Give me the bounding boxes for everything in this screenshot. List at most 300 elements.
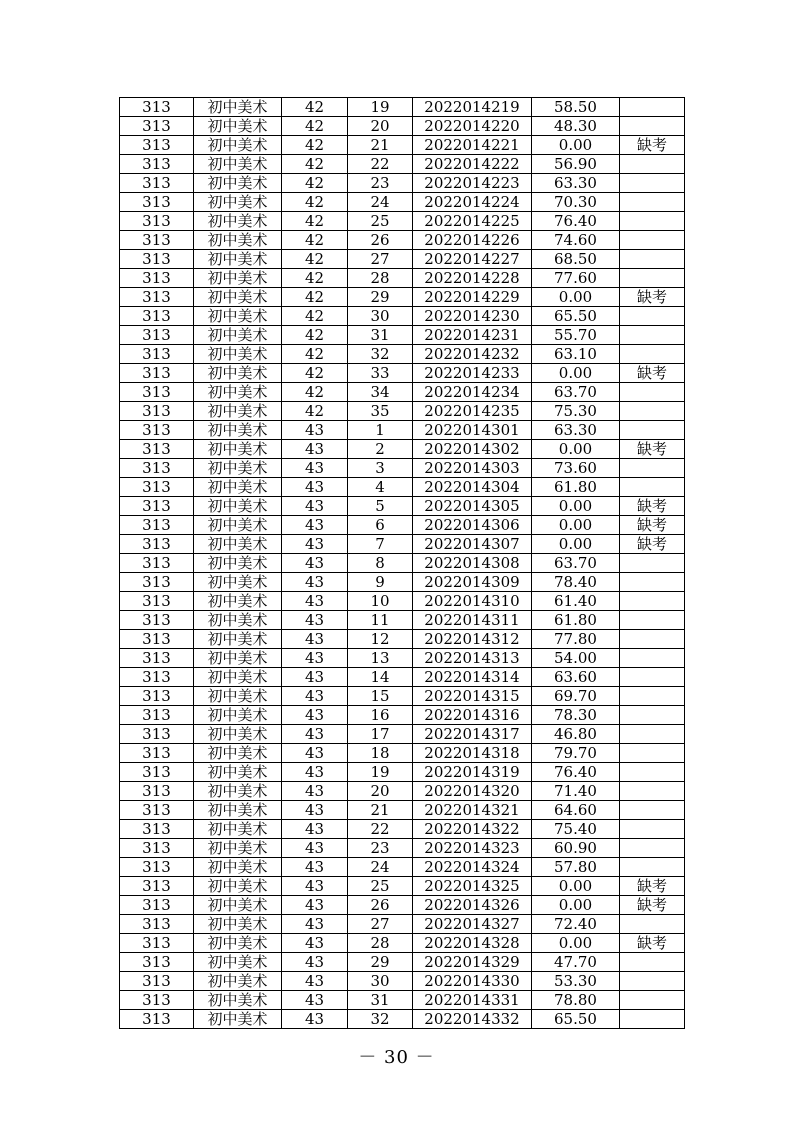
score-cell: 71.40 (532, 782, 620, 801)
remark-cell (620, 820, 685, 839)
score-cell: 58.50 (532, 98, 620, 117)
score-cell: 70.30 (532, 193, 620, 212)
remark-cell: 缺考 (620, 136, 685, 155)
subject-name-cell: 初中美术 (194, 820, 282, 839)
seat-cell: 2 (348, 440, 413, 459)
room-cell: 43 (282, 839, 348, 858)
table-row (120, 174, 685, 193)
seat-cell: 23 (348, 839, 413, 858)
subject-code-cell: 313 (120, 440, 194, 459)
seat-cell: 22 (348, 155, 413, 174)
table-row (120, 117, 685, 136)
exam-number-cell: 2022014329 (413, 953, 532, 972)
subject-code-cell: 313 (120, 687, 194, 706)
remark-cell (620, 763, 685, 782)
remark-cell (620, 630, 685, 649)
score-cell: 0.00 (532, 288, 620, 307)
seat-cell: 11 (348, 611, 413, 630)
remark-cell (620, 915, 685, 934)
remark-cell (620, 611, 685, 630)
subject-code-cell: 313 (120, 364, 194, 383)
subject-code-cell: 313 (120, 820, 194, 839)
room-cell: 43 (282, 896, 348, 915)
table-row (120, 763, 685, 782)
subject-name-cell: 初中美术 (194, 136, 282, 155)
room-cell: 42 (282, 174, 348, 193)
subject-code-cell: 313 (120, 459, 194, 478)
room-cell: 43 (282, 478, 348, 497)
room-cell: 43 (282, 421, 348, 440)
remark-cell (620, 991, 685, 1010)
subject-code-cell: 313 (120, 896, 194, 915)
subject-code-cell: 313 (120, 630, 194, 649)
room-cell: 43 (282, 592, 348, 611)
remark-cell (620, 459, 685, 478)
score-cell: 0.00 (532, 136, 620, 155)
table-row (120, 98, 685, 117)
subject-name-cell: 初中美术 (194, 440, 282, 459)
subject-name-cell: 初中美术 (194, 934, 282, 953)
seat-cell: 21 (348, 801, 413, 820)
subject-name-cell: 初中美术 (194, 231, 282, 250)
subject-name-cell: 初中美术 (194, 839, 282, 858)
score-cell: 53.30 (532, 972, 620, 991)
score-cell: 69.70 (532, 687, 620, 706)
remark-cell (620, 117, 685, 136)
table-row (120, 934, 685, 953)
score-cell: 77.60 (532, 269, 620, 288)
subject-name-cell: 初中美术 (194, 117, 282, 136)
remark-cell: 缺考 (620, 288, 685, 307)
exam-number-cell: 2022014317 (413, 725, 532, 744)
table-row (120, 915, 685, 934)
room-cell: 42 (282, 155, 348, 174)
seat-cell: 15 (348, 687, 413, 706)
remark-cell (620, 383, 685, 402)
table-row (120, 155, 685, 174)
remark-cell (620, 706, 685, 725)
table-row (120, 896, 685, 915)
table-row (120, 858, 685, 877)
subject-code-cell: 313 (120, 991, 194, 1010)
seat-cell: 33 (348, 364, 413, 383)
seat-cell: 13 (348, 649, 413, 668)
score-cell: 79.70 (532, 744, 620, 763)
exam-number-cell: 2022014311 (413, 611, 532, 630)
table-row (120, 497, 685, 516)
exam-number-cell: 2022014303 (413, 459, 532, 478)
subject-name-cell: 初中美术 (194, 250, 282, 269)
subject-code-cell: 313 (120, 554, 194, 573)
seat-cell: 4 (348, 478, 413, 497)
table-row (120, 573, 685, 592)
room-cell: 42 (282, 326, 348, 345)
subject-name-cell: 初中美术 (194, 326, 282, 345)
table-row (120, 801, 685, 820)
room-cell: 43 (282, 706, 348, 725)
score-cell: 0.00 (532, 896, 620, 915)
subject-code-cell: 313 (120, 174, 194, 193)
subject-code-cell: 313 (120, 421, 194, 440)
subject-code-cell: 313 (120, 307, 194, 326)
exam-number-cell: 2022014227 (413, 250, 532, 269)
seat-cell: 22 (348, 820, 413, 839)
seat-cell: 31 (348, 326, 413, 345)
subject-name-cell: 初中美术 (194, 972, 282, 991)
room-cell: 43 (282, 573, 348, 592)
remark-cell (620, 98, 685, 117)
room-cell: 43 (282, 611, 348, 630)
score-cell: 0.00 (532, 364, 620, 383)
subject-name-cell: 初中美术 (194, 801, 282, 820)
remark-cell (620, 668, 685, 687)
seat-cell: 3 (348, 459, 413, 478)
exam-number-cell: 2022014223 (413, 174, 532, 193)
subject-code-cell: 313 (120, 668, 194, 687)
subject-name-cell: 初中美术 (194, 991, 282, 1010)
room-cell: 43 (282, 535, 348, 554)
seat-cell: 8 (348, 554, 413, 573)
remark-cell (620, 972, 685, 991)
remark-cell (620, 725, 685, 744)
subject-code-cell: 313 (120, 402, 194, 421)
score-cell: 74.60 (532, 231, 620, 250)
exam-number-cell: 2022014309 (413, 573, 532, 592)
exam-number-cell: 2022014233 (413, 364, 532, 383)
subject-name-cell: 初中美术 (194, 288, 282, 307)
room-cell: 42 (282, 307, 348, 326)
seat-cell: 25 (348, 212, 413, 231)
subject-name-cell: 初中美术 (194, 497, 282, 516)
score-cell: 61.80 (532, 611, 620, 630)
subject-code-cell: 313 (120, 193, 194, 212)
remark-cell: 缺考 (620, 497, 685, 516)
exam-number-cell: 2022014234 (413, 383, 532, 402)
subject-name-cell: 初中美术 (194, 155, 282, 174)
subject-code-cell: 313 (120, 953, 194, 972)
score-cell: 72.40 (532, 915, 620, 934)
seat-cell: 30 (348, 307, 413, 326)
remark-cell (620, 402, 685, 421)
exam-number-cell: 2022014314 (413, 668, 532, 687)
subject-code-cell: 313 (120, 136, 194, 155)
room-cell: 42 (282, 402, 348, 421)
remark-cell: 缺考 (620, 516, 685, 535)
room-cell: 42 (282, 231, 348, 250)
exam-number-cell: 2022014316 (413, 706, 532, 725)
room-cell: 42 (282, 364, 348, 383)
subject-name-cell: 初中美术 (194, 98, 282, 117)
subject-name-cell: 初中美术 (194, 212, 282, 231)
table-row (120, 345, 685, 364)
subject-code-cell: 313 (120, 744, 194, 763)
seat-cell: 32 (348, 345, 413, 364)
subject-name-cell: 初中美术 (194, 763, 282, 782)
table-row (120, 193, 685, 212)
exam-number-cell: 2022014322 (413, 820, 532, 839)
exam-number-cell: 2022014320 (413, 782, 532, 801)
exam-number-cell: 2022014230 (413, 307, 532, 326)
score-cell: 63.30 (532, 421, 620, 440)
remark-cell (620, 307, 685, 326)
exam-number-cell: 2022014301 (413, 421, 532, 440)
exam-number-cell: 2022014221 (413, 136, 532, 155)
seat-cell: 29 (348, 953, 413, 972)
exam-number-cell: 2022014319 (413, 763, 532, 782)
seat-cell: 10 (348, 592, 413, 611)
remark-cell (620, 592, 685, 611)
subject-code-cell: 313 (120, 250, 194, 269)
room-cell: 43 (282, 516, 348, 535)
exam-number-cell: 2022014222 (413, 155, 532, 174)
room-cell: 42 (282, 383, 348, 402)
seat-cell: 12 (348, 630, 413, 649)
table-row (120, 269, 685, 288)
exam-number-cell: 2022014306 (413, 516, 532, 535)
room-cell: 42 (282, 288, 348, 307)
subject-name-cell: 初中美术 (194, 896, 282, 915)
score-cell: 56.90 (532, 155, 620, 174)
remark-cell (620, 953, 685, 972)
seat-cell: 6 (348, 516, 413, 535)
subject-name-cell: 初中美术 (194, 535, 282, 554)
room-cell: 43 (282, 440, 348, 459)
exam-number-cell: 2022014220 (413, 117, 532, 136)
subject-code-cell: 313 (120, 592, 194, 611)
room-cell: 42 (282, 98, 348, 117)
exam-number-cell: 2022014229 (413, 288, 532, 307)
table-row (120, 668, 685, 687)
score-cell: 0.00 (532, 535, 620, 554)
exam-number-cell: 2022014315 (413, 687, 532, 706)
score-table-body (120, 98, 685, 1029)
subject-name-cell: 初中美术 (194, 858, 282, 877)
subject-code-cell: 313 (120, 1010, 194, 1029)
table-row (120, 516, 685, 535)
subject-code-cell: 313 (120, 269, 194, 288)
score-cell: 61.80 (532, 478, 620, 497)
score-cell: 78.40 (532, 573, 620, 592)
subject-name-cell: 初中美术 (194, 877, 282, 896)
exam-number-cell: 2022014330 (413, 972, 532, 991)
remark-cell (620, 801, 685, 820)
exam-number-cell: 2022014318 (413, 744, 532, 763)
score-cell: 0.00 (532, 516, 620, 535)
subject-name-cell: 初中美术 (194, 383, 282, 402)
seat-cell: 19 (348, 98, 413, 117)
subject-name-cell: 初中美术 (194, 630, 282, 649)
room-cell: 43 (282, 1010, 348, 1029)
seat-cell: 28 (348, 934, 413, 953)
exam-number-cell: 2022014331 (413, 991, 532, 1010)
room-cell: 43 (282, 630, 348, 649)
subject-code-cell: 313 (120, 858, 194, 877)
score-table (119, 97, 685, 1029)
exam-number-cell: 2022014327 (413, 915, 532, 934)
room-cell: 43 (282, 744, 348, 763)
exam-number-cell: 2022014226 (413, 231, 532, 250)
subject-code-cell: 313 (120, 326, 194, 345)
subject-name-cell: 初中美术 (194, 554, 282, 573)
subject-code-cell: 313 (120, 801, 194, 820)
score-cell: 48.30 (532, 117, 620, 136)
seat-cell: 7 (348, 535, 413, 554)
room-cell: 43 (282, 687, 348, 706)
room-cell: 43 (282, 820, 348, 839)
table-row (120, 326, 685, 345)
table-row (120, 706, 685, 725)
subject-code-cell: 313 (120, 573, 194, 592)
seat-cell: 20 (348, 782, 413, 801)
room-cell: 43 (282, 934, 348, 953)
subject-code-cell: 313 (120, 98, 194, 117)
subject-code-cell: 313 (120, 212, 194, 231)
remark-cell (620, 478, 685, 497)
remark-cell (620, 231, 685, 250)
score-cell: 46.80 (532, 725, 620, 744)
room-cell: 43 (282, 972, 348, 991)
exam-number-cell: 2022014228 (413, 269, 532, 288)
table-row (120, 383, 685, 402)
exam-number-cell: 2022014326 (413, 896, 532, 915)
subject-name-cell: 初中美术 (194, 1010, 282, 1029)
table-row (120, 744, 685, 763)
subject-code-cell: 313 (120, 706, 194, 725)
seat-cell: 16 (348, 706, 413, 725)
seat-cell: 34 (348, 383, 413, 402)
exam-number-cell: 2022014325 (413, 877, 532, 896)
table-row (120, 820, 685, 839)
room-cell: 42 (282, 269, 348, 288)
exam-number-cell: 2022014324 (413, 858, 532, 877)
score-cell: 78.30 (532, 706, 620, 725)
table-row (120, 972, 685, 991)
score-cell: 68.50 (532, 250, 620, 269)
seat-cell: 27 (348, 915, 413, 934)
subject-code-cell: 313 (120, 972, 194, 991)
room-cell: 42 (282, 117, 348, 136)
table-row (120, 459, 685, 478)
exam-number-cell: 2022014313 (413, 649, 532, 668)
table-row (120, 421, 685, 440)
seat-cell: 5 (348, 497, 413, 516)
table-row (120, 1010, 685, 1029)
seat-cell: 29 (348, 288, 413, 307)
seat-cell: 21 (348, 136, 413, 155)
subject-name-cell: 初中美术 (194, 174, 282, 193)
score-cell: 0.00 (532, 497, 620, 516)
room-cell: 42 (282, 136, 348, 155)
subject-code-cell: 313 (120, 839, 194, 858)
seat-cell: 26 (348, 231, 413, 250)
subject-code-cell: 313 (120, 611, 194, 630)
subject-code-cell: 313 (120, 725, 194, 744)
table-row (120, 535, 685, 554)
subject-code-cell: 313 (120, 288, 194, 307)
score-cell: 76.40 (532, 212, 620, 231)
room-cell: 42 (282, 250, 348, 269)
room-cell: 43 (282, 668, 348, 687)
room-cell: 42 (282, 193, 348, 212)
table-row (120, 839, 685, 858)
exam-number-cell: 2022014219 (413, 98, 532, 117)
exam-number-cell: 2022014302 (413, 440, 532, 459)
score-cell: 0.00 (532, 440, 620, 459)
remark-cell: 缺考 (620, 896, 685, 915)
room-cell: 43 (282, 953, 348, 972)
remark-cell (620, 744, 685, 763)
remark-cell (620, 326, 685, 345)
exam-number-cell: 2022014312 (413, 630, 532, 649)
table-row (120, 554, 685, 573)
table-row (120, 630, 685, 649)
room-cell: 43 (282, 649, 348, 668)
seat-cell: 35 (348, 402, 413, 421)
remark-cell (620, 155, 685, 174)
score-cell: 63.60 (532, 668, 620, 687)
room-cell: 43 (282, 858, 348, 877)
subject-code-cell: 313 (120, 516, 194, 535)
subject-code-cell: 313 (120, 649, 194, 668)
subject-code-cell: 313 (120, 231, 194, 250)
remark-cell (620, 839, 685, 858)
exam-number-cell: 2022014224 (413, 193, 532, 212)
remark-cell: 缺考 (620, 934, 685, 953)
remark-cell (620, 687, 685, 706)
subject-code-cell: 313 (120, 383, 194, 402)
exam-number-cell: 2022014332 (413, 1010, 532, 1029)
table-row (120, 611, 685, 630)
seat-cell: 28 (348, 269, 413, 288)
room-cell: 42 (282, 212, 348, 231)
remark-cell (620, 269, 685, 288)
subject-code-cell: 313 (120, 497, 194, 516)
subject-name-cell: 初中美术 (194, 364, 282, 383)
score-cell: 54.00 (532, 649, 620, 668)
seat-cell: 24 (348, 858, 413, 877)
score-cell: 0.00 (532, 877, 620, 896)
subject-name-cell: 初中美术 (194, 725, 282, 744)
subject-name-cell: 初中美术 (194, 516, 282, 535)
score-cell: 61.40 (532, 592, 620, 611)
table-row (120, 402, 685, 421)
exam-number-cell: 2022014225 (413, 212, 532, 231)
room-cell: 43 (282, 725, 348, 744)
subject-name-cell: 初中美术 (194, 459, 282, 478)
subject-name-cell: 初中美术 (194, 649, 282, 668)
table-row (120, 440, 685, 459)
score-cell: 60.90 (532, 839, 620, 858)
subject-name-cell: 初中美术 (194, 668, 282, 687)
exam-number-cell: 2022014304 (413, 478, 532, 497)
remark-cell (620, 782, 685, 801)
seat-cell: 24 (348, 193, 413, 212)
score-cell: 75.30 (532, 402, 620, 421)
table-row (120, 250, 685, 269)
score-cell: 64.60 (532, 801, 620, 820)
room-cell: 43 (282, 554, 348, 573)
seat-cell: 31 (348, 991, 413, 1010)
room-cell: 43 (282, 801, 348, 820)
seat-cell: 17 (348, 725, 413, 744)
seat-cell: 26 (348, 896, 413, 915)
exam-number-cell: 2022014310 (413, 592, 532, 611)
subject-name-cell: 初中美术 (194, 307, 282, 326)
exam-number-cell: 2022014307 (413, 535, 532, 554)
subject-code-cell: 313 (120, 117, 194, 136)
score-cell: 77.80 (532, 630, 620, 649)
seat-cell: 20 (348, 117, 413, 136)
